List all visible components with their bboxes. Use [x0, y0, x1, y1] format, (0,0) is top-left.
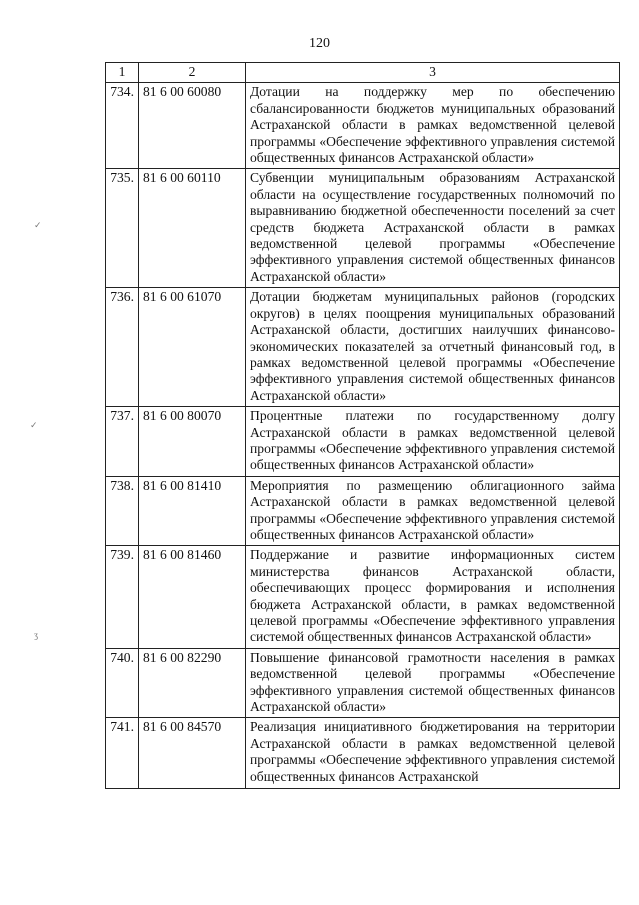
- row-code: 81 6 00 81460: [139, 546, 246, 648]
- row-description: Реализация инициативного бюджетирования на территории Астраханской области в рамках ведомственной целевой программы «Обеспечение эффективного управления системой общественных финансов Астраханской: [246, 718, 620, 789]
- row-description: Поддержание и развитие информационных систем министерства финансов Астраханской области, обеспечивающих процесс формирования и исполнения бюджета Астраханской области, в рамках ведомственной целевой программы «Обеспечение эффективного управления системой общественных финансов Астраханской области»: [246, 546, 620, 648]
- row-description: Субвенции муниципальным образованиям Астраханской области на осуществление государственных полномочий по выравниванию бюджетной обеспеченности поселений за счет средств бюджета Астраханской области в рамках ведомственной целевой программы «Обеспечение эффективного управления системой общественных финансов Астраханской области»: [246, 169, 620, 288]
- table-row: [106, 648, 620, 718]
- row-code: 81 6 00 82290: [139, 648, 246, 718]
- row-code: 81 6 00 84570: [139, 718, 246, 789]
- scan-speck: ʒ: [34, 630, 38, 640]
- row-number: 735.: [106, 169, 139, 288]
- row-description: Процентные платежи по государственному долгу Астраханской области в рамках ведомственной целевой программы «Обеспечение эффективного управления системой общественных финансов Астраханской области»: [246, 407, 620, 477]
- row-number: 734.: [106, 83, 139, 169]
- column-header-number: 1: [106, 63, 139, 83]
- table-row: [106, 546, 620, 648]
- row-number: 740.: [106, 648, 139, 718]
- column-header-code: 2: [139, 63, 246, 83]
- row-code: 81 6 00 61070: [139, 288, 246, 407]
- table-row: [106, 169, 620, 288]
- row-number: 737.: [106, 407, 139, 477]
- table-row: [106, 288, 620, 407]
- row-description: Дотации на поддержку мер по обеспечению сбалансированности бюджетов муниципальных образований Астраханской области в рамках ведомственной целевой программы «Обеспечение эффективного управления системой общественных финансов Астраханской области»: [246, 83, 620, 169]
- table-row: [106, 83, 620, 169]
- table-row: [106, 718, 620, 789]
- scan-speck: ✓: [30, 420, 38, 430]
- row-description: Повышение финансовой грамотности населения в рамках ведомственной целевой программы «Обеспечение эффективного управления системой общественных финансов Астраханской области»: [246, 648, 620, 718]
- scan-speck: ✓: [34, 220, 42, 230]
- page-number: 120: [309, 36, 330, 51]
- row-code: 81 6 00 80070: [139, 407, 246, 477]
- row-number: 736.: [106, 288, 139, 407]
- row-description: Дотации бюджетам муниципальных районов (городских округов) в целях поощрения муниципальных образований Астраханской области, достигших наилучших финансово-экономических показателей за отчетный финансовый год, в рамках ведомственной целевой программы «Обеспечение эффективного управления системой общественных финансов Астраханской области»: [246, 288, 620, 407]
- row-code: 81 6 00 81410: [139, 476, 246, 546]
- row-code: 81 6 00 60110: [139, 169, 246, 288]
- table-header-row: [106, 63, 620, 83]
- row-number: 741.: [106, 718, 139, 789]
- row-number: 739.: [106, 546, 139, 648]
- table-row: [106, 407, 620, 477]
- table-row: [106, 476, 620, 546]
- row-code: 81 6 00 60080: [139, 83, 246, 169]
- budget-classification-table: [105, 62, 620, 789]
- row-number: 738.: [106, 476, 139, 546]
- column-header-description: 3: [246, 63, 620, 83]
- row-description: Мероприятия по размещению облигационного займа Астраханской области в рамках ведомственной целевой программы «Обеспечение эффективного управления системой общественных финансов Астраханской области»: [246, 476, 620, 546]
